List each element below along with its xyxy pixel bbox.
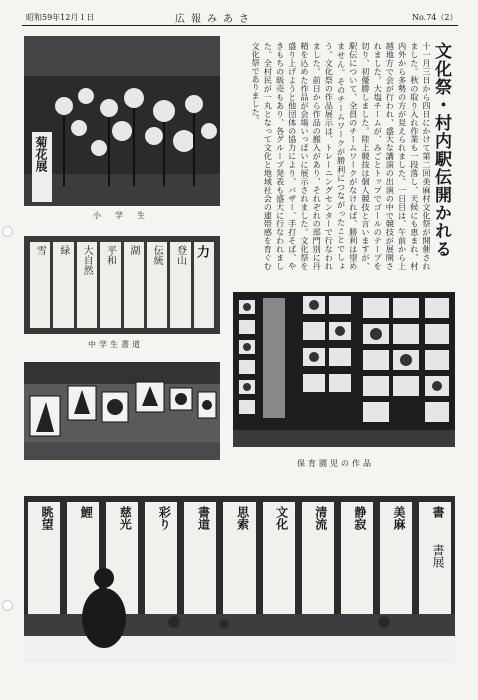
scroll: 思索	[223, 502, 255, 614]
scroll: 美麻	[380, 502, 412, 614]
scroll: 清流	[302, 502, 334, 614]
punch-hole	[2, 226, 13, 237]
scroll: 眺望	[28, 502, 60, 614]
scroll: 静寂	[341, 502, 373, 614]
header-rule	[22, 25, 458, 26]
artwork-wall-photo	[24, 362, 220, 460]
caption-junior-high-calligraphy: 中学生書道	[88, 340, 143, 349]
header-title: 広報みあさ	[175, 14, 255, 25]
calligraphy-strip: 雪	[30, 242, 50, 328]
calligraphy-strip: 伝統	[147, 242, 167, 328]
scroll: 書道	[184, 502, 216, 614]
article-title: 文化祭・村内駅伝開かれる	[431, 42, 451, 258]
calligraphy-strip: 緑	[53, 242, 73, 328]
calligraphy-exhibition-photo	[24, 496, 455, 663]
exhibit-sign: 菊花展	[34, 136, 48, 172]
page-header	[0, 8, 478, 24]
exhibition-sign: 書展	[431, 542, 449, 570]
scroll: 彩り	[145, 502, 177, 614]
calligraphy-strip: 湖	[124, 242, 144, 328]
header-date: 昭和59年12月１日	[26, 13, 95, 22]
scroll: 慈光	[106, 502, 138, 614]
chrysanthemum-photo	[24, 36, 220, 206]
nursery-artwork-photo	[233, 292, 455, 447]
scroll: 文化	[263, 502, 295, 614]
article-body: 十一月三日から四日にかけて第二回美麻村文化祭が開催されました。秋の取り入れ作業も一段落し、天候にも恵まれ、村内外から多勢の方が見えられました。一日目は、午前から上越地方で会が行われ、盛大な講演の出演の中で競技が展開されました。大塩チームが、みごとトップでゴールのテープを切り、初優勝しました。陸上競技は個人競技と言いますが、駅伝について、全員のチームワークがなければ、勝利は望めません。そのチームワークが勝利につながったことでしょう。文化祭の作品展示は、トレーニングセンターで行なわれました。前日から作品の搬入があり、それぞれの部門別に丹精を込めた作品が会場いっぱいに展示されました。文化祭を盛り上げようと他団体の協力により、バザー、手打そば、やきもちの販売もあり、各グループ発表も盛大に行なわれました。全村民が一丸となって文化と地域社会の連帯感を育ぐむ文化祭でありました。	[251, 42, 432, 270]
scroll: 書	[419, 502, 451, 614]
calligraphy-strip: 登山	[170, 242, 190, 328]
caption-nursery-works: 保育園児の作品	[297, 459, 374, 468]
calligraphy-strip: 平和	[100, 242, 120, 328]
scroll: 鯉	[67, 502, 99, 614]
header-issue: No.74（2）	[412, 13, 458, 22]
calligraphy-photo	[24, 236, 220, 334]
punch-hole	[2, 600, 13, 611]
calligraphy-strip: 大自然	[77, 242, 97, 328]
calligraphy-strip: 力	[194, 242, 214, 328]
caption-elementary: 小 学 生	[93, 211, 148, 220]
